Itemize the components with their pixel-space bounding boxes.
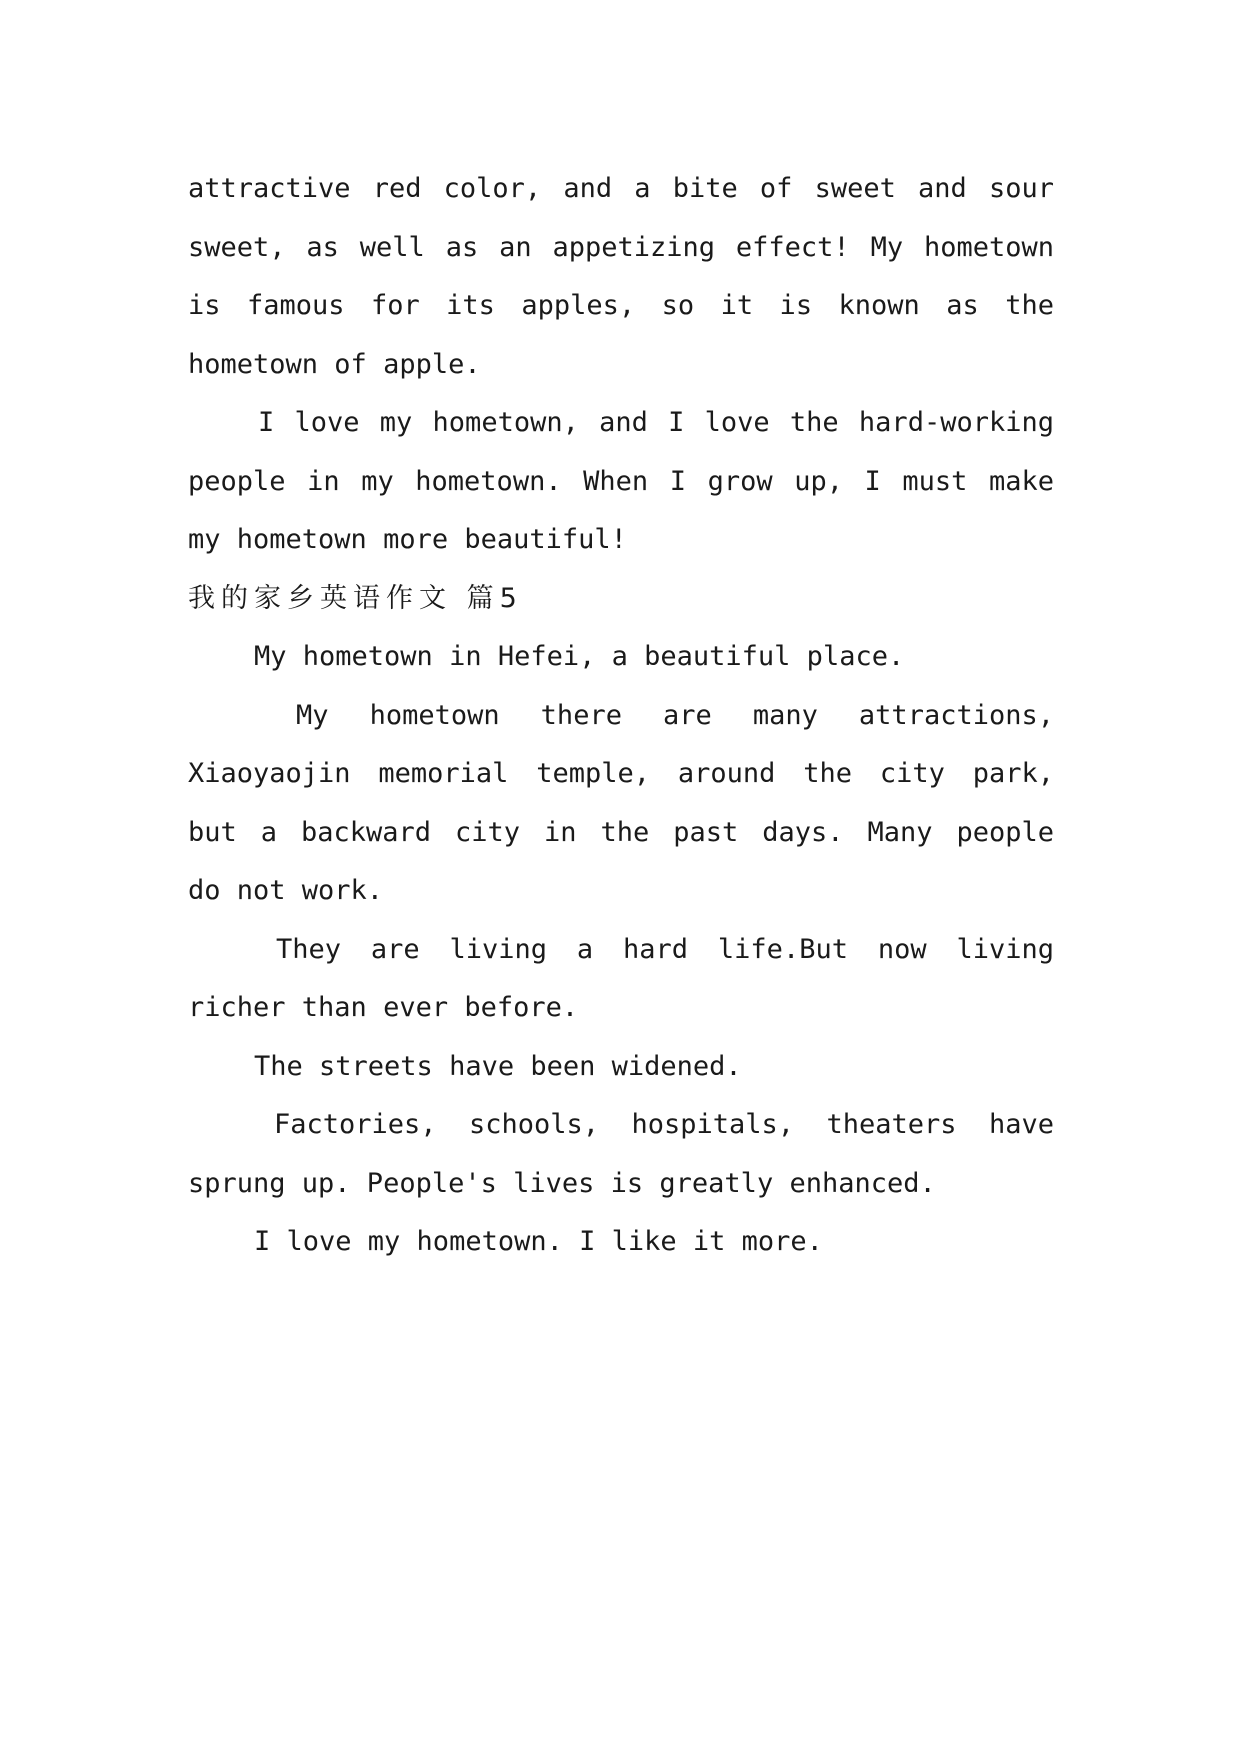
text-line: Xiaoyaojin memorial temple, around the city park, bbox=[188, 758, 1054, 789]
text-line: The streets have been widened. bbox=[254, 1050, 742, 1082]
text-line: people in my hometown. When I grow up, I must make bbox=[188, 465, 1054, 497]
text-line: Factories, schools, hospitals, theaters have bbox=[274, 1109, 1054, 1140]
text-line: richer than ever before. bbox=[188, 992, 579, 1023]
text-line: I love my hometown, and I love the hard-working bbox=[258, 407, 1054, 438]
text-line: I love my hometown. I like it more. bbox=[254, 1226, 823, 1257]
text-line: sprung up. People's lives is greatly enhanced. bbox=[188, 1167, 936, 1199]
text-line: hometown of apple. bbox=[188, 348, 481, 380]
text-line: sweet, as well as an appetizing effect! My hometown bbox=[188, 231, 1054, 263]
text-line: do not work. bbox=[188, 875, 384, 906]
text-line: My hometown in Hefei, a beautiful place. bbox=[254, 641, 905, 672]
text-line: but a backward city in the past days. Many people bbox=[188, 816, 1054, 848]
text-line: my hometown more beautiful! bbox=[188, 524, 627, 555]
section-heading: 我的家乡英语作文 篇5 bbox=[188, 582, 523, 614]
text-line: is famous for its apples, so it is known as the bbox=[188, 290, 1054, 321]
text-line: attractive red color, and a bite of sweet and sour bbox=[188, 173, 1054, 204]
document-page bbox=[188, 160, 1054, 1272]
text-line: My hometown there are many attractions, bbox=[296, 699, 1054, 731]
text-line: They are living a hard life.But now living bbox=[276, 933, 1054, 965]
